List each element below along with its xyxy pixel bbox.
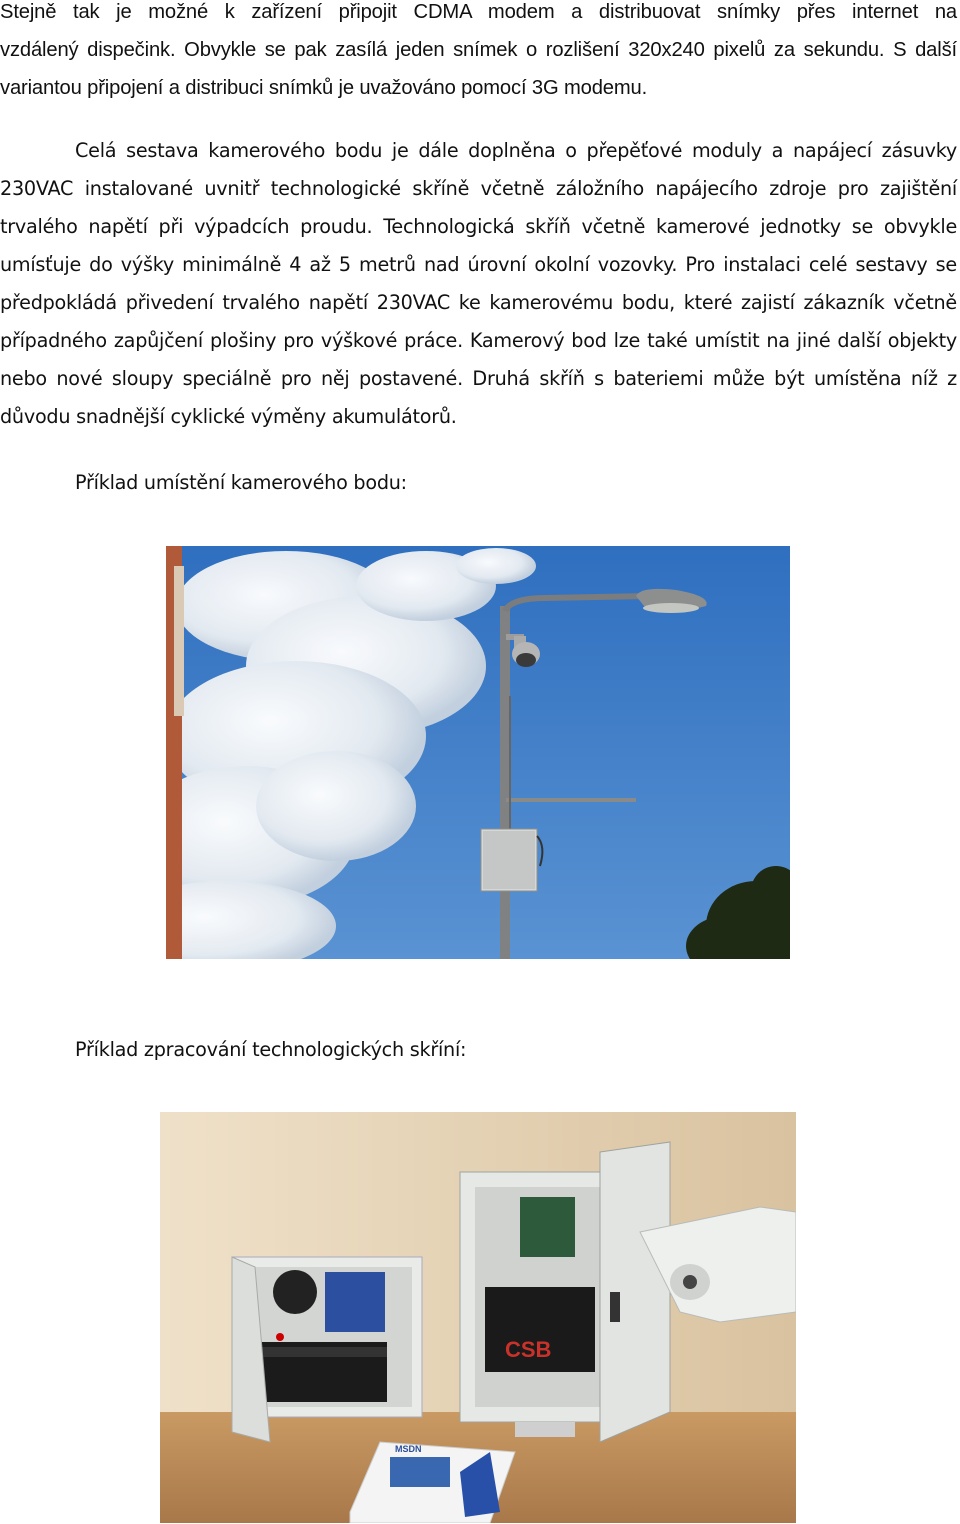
paragraph-line: umísťuje do výšky minimálně 4 až 5 metrů nad úrovní okolní vozovky. Pro instalaci celé sestavy se (0, 253, 957, 276)
antenna (506, 798, 636, 802)
control-board (520, 1197, 575, 1257)
paragraph-line: variantou připojení a distribuci snímků je uvažováno pomocí 3G modemu. (0, 77, 648, 99)
battery-label: CSB (505, 1337, 552, 1362)
photo-camera-pole (166, 546, 790, 959)
manual-label: MSDN (395, 1444, 422, 1454)
paragraph-intro (0, 0, 957, 107)
transformer (273, 1270, 317, 1314)
paragraph-line: vzdálený dispečink. Obvykle se pak zasílá jeden snímek o rozlišení 320x240 pixelů za sekundu. S další (0, 39, 957, 61)
caption-cabinets: Příklad zpracování technologických skříní: (75, 1038, 467, 1061)
paragraph-line: případného zapůjčení plošiny pro výškové práce. Kamerový bod lze také umístit na jiné další objekty (0, 329, 957, 352)
paragraph-line: trvalého napětí při výpadcích proudu. Technologická skříň včetně kamerové jednotky se obvykle (0, 215, 957, 238)
paragraph-line: nebo nové sloupy speciálně pro něj postavené. Druhá skříň s bateriemi může být umístěna níž z (0, 367, 957, 390)
circuit-board (325, 1272, 385, 1332)
paragraph-line: Stejně tak je možné k zařízení připojit CDMA modem a distribuovat snímky přes internet na (0, 1, 957, 23)
paragraph-line: předpokládá přivedení trvalého napětí 230VAC ke kamerovému bodu, které zajistí zákazník včetně (0, 291, 957, 314)
pole (500, 606, 510, 959)
paragraph-line: Celá sestava kamerového bodu je dále doplněna o přepěťové moduly a napájecí zásuvky (75, 139, 957, 162)
photo-technology-cabinets (160, 1112, 796, 1523)
paragraph-line: důvodu snadnější cyklické výměny akumulátorů. (0, 405, 457, 428)
paragraph-description (0, 132, 957, 436)
caption-camera-point: Příklad umístění kamerového bodu: (75, 471, 407, 494)
paragraph-line: 230VAC instalované uvnitř technologické skříně včetně záložního napájecího zdroje pro zajištění (0, 177, 957, 200)
cabinets-illustration (160, 1112, 796, 1523)
camera-pole-illustration (166, 546, 790, 959)
